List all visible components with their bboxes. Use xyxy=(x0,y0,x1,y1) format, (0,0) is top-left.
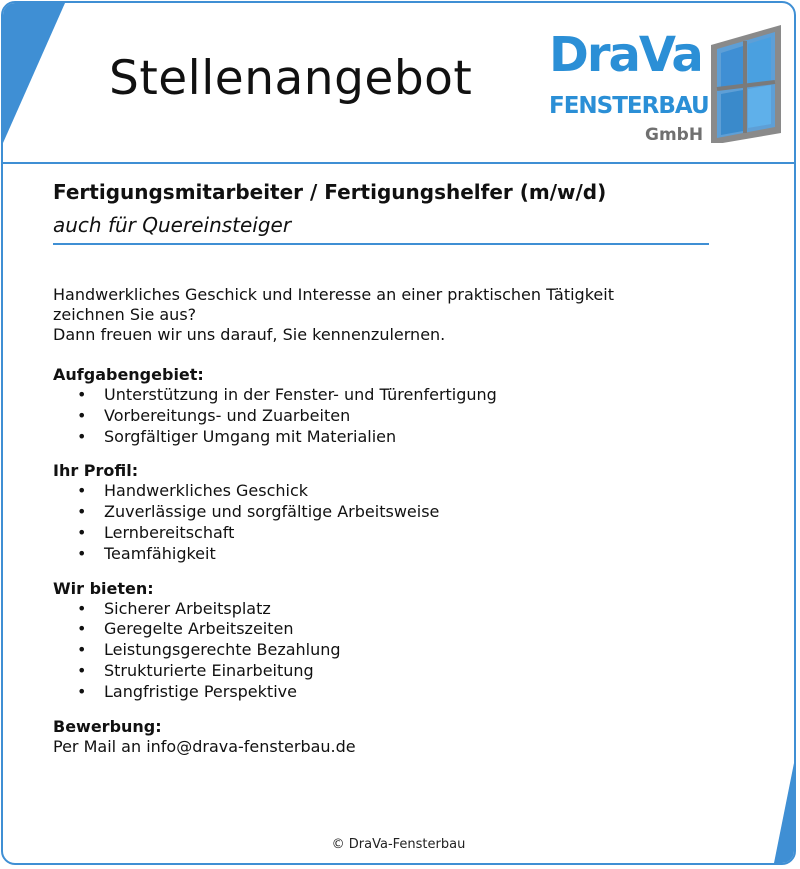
bullet-icon: • xyxy=(77,522,87,542)
list-item: • Strukturierte Einarbeitung xyxy=(77,660,314,680)
offer-list xyxy=(53,599,713,703)
list-item: • Handwerkliches Geschick xyxy=(77,481,309,501)
bullet-icon: • xyxy=(77,481,87,501)
bullet-icon: • xyxy=(77,543,87,563)
section-heading-profile: Ihr Profil: xyxy=(53,461,139,481)
bullet-icon: • xyxy=(77,640,87,660)
bullet-icon: • xyxy=(77,619,87,639)
corner-accent-top-left xyxy=(3,3,65,143)
footer-copyright: © DraVa-Fensterbau xyxy=(331,837,466,852)
list-item: • Sicherer Arbeitsplatz xyxy=(77,598,271,618)
list-item: • Zuverlässige und sorgfältige Arbeitsweise xyxy=(77,502,440,522)
job-title-divider xyxy=(53,243,709,245)
section-heading-tasks: Aufgabengebiet: xyxy=(53,365,204,384)
bullet-icon: • xyxy=(77,426,87,446)
profile-list xyxy=(53,481,713,564)
job-posting-card xyxy=(1,1,796,865)
list-item: • Sorgfältiger Umgang mit Materialien xyxy=(77,426,397,446)
list-item: • Geregelte Arbeitszeiten xyxy=(77,619,294,639)
intro-line: Dann freuen wir uns darauf, Sie kennenzulernen. xyxy=(53,325,446,344)
bullet-icon: • xyxy=(77,385,87,404)
bullet-icon: • xyxy=(77,598,87,618)
list-item: • Lernbereitschaft xyxy=(77,522,235,542)
window-icon xyxy=(705,23,785,143)
logo-subline: FENSTERBAU xyxy=(549,93,709,119)
section-heading-apply: Bewerbung: xyxy=(53,716,162,736)
bullet-icon: • xyxy=(77,681,87,701)
section-heading-offer: Wir bieten: xyxy=(53,578,154,598)
job-subtitle: auch für Quereinsteiger xyxy=(53,213,292,237)
page-title: Stellenangebot xyxy=(109,51,473,106)
header-divider xyxy=(3,162,794,164)
list-item: • Leistungsgerechte Bezahlung xyxy=(77,640,341,660)
intro-line: Handwerkliches Geschick und Interesse an einer praktischen Tätigkeit xyxy=(53,285,614,304)
tasks-list xyxy=(53,385,713,447)
list-item: • Teamfähigkeit xyxy=(77,543,216,563)
job-description xyxy=(53,285,713,757)
intro-line: zeichnen Sie aus? xyxy=(53,305,197,324)
bullet-icon: • xyxy=(77,502,87,522)
company-logo xyxy=(545,23,795,153)
logo-legal-form: GmbH xyxy=(645,125,704,145)
job-title: Fertigungsmitarbeiter / Fertigungshelfer (m/w/d) xyxy=(53,180,607,204)
logo-wordmark: DraVa xyxy=(549,27,702,83)
bullet-icon: • xyxy=(77,405,87,425)
list-item: • Vorbereitungs- und Zuarbeiten xyxy=(77,405,351,425)
list-item: • Unterstützung in der Fenster- und Türenfertigung xyxy=(77,385,497,404)
bullet-icon: • xyxy=(77,660,87,680)
apply-email-text: Per Mail an info@drava-fensterbau.de xyxy=(53,736,356,756)
list-item: • Langfristige Perspektive xyxy=(77,681,297,701)
